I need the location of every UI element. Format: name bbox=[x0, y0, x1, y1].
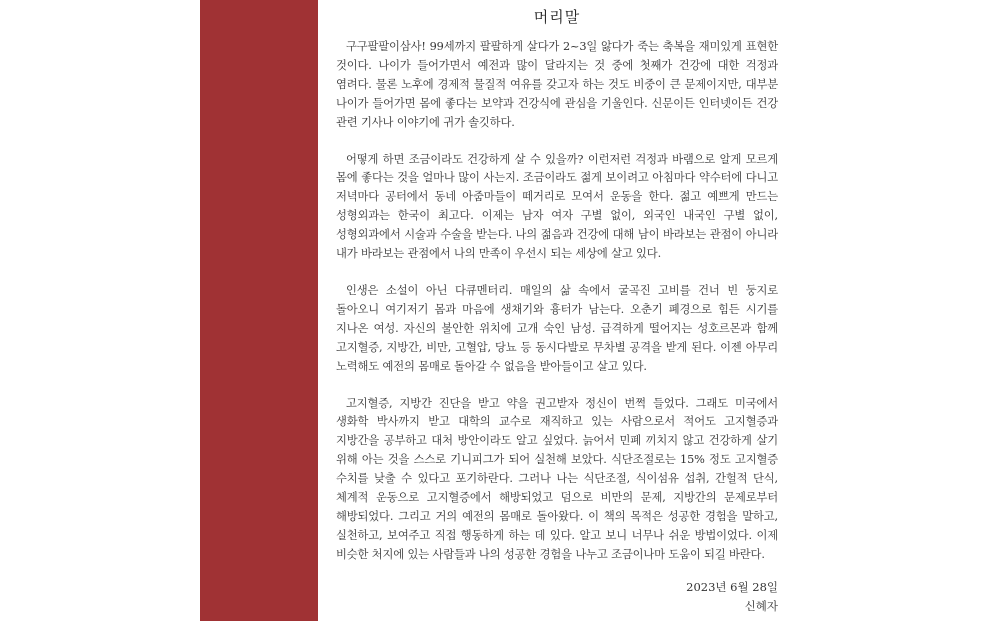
preface-body bbox=[336, 38, 778, 583]
paragraph-4: 고지혈증, 지방간 진단을 받고 약을 권고받자 정신이 번쩍 들었다. 그래도 미국에서 생화학 박사까지 받고 대학의 교수로 재직하고 있는 사람으로서 적어도 고지혈증과 지방간을 공부하고 대처 방안이라도 알고 싶었다. 늙어서 민폐 끼치지 않고 건강하게 살기 위해 아는 것을 스스로 기니피그가 되어 실천해 보았다. 식단조절로는 15% 정도 고지혈증 수치를 낮출 수 있다고 포기하란다. 그러나 나는 식단조절, 식이섬유 섭취, 간헐적 단식, 체계적 운동으로 고지혈증에서 해방되었고 덤으로 비만의 문제, 지방간의 문제로부터 해방되었다. 그리고 거의 예전의 몸매로 돌아왔다. 이 책의 목적은 성공한 경험을 말하고, 실천하고, 보여주고 직접 행동하게 하는 데 있다. 알고 보니 너무나 쉬운 방법이었다. 이제 비슷한 처지에 있는 사람들과 나의 성공한 경험을 나누고 조금이나마 도움이 되길 바란다. bbox=[336, 396, 778, 561]
signoff bbox=[686, 578, 778, 616]
decorative-side-band bbox=[200, 0, 318, 621]
page-title: 머리말 bbox=[533, 8, 581, 26]
paragraph-2: 어떻게 하면 조금이라도 건강하게 살 수 있을까? 이런저런 걱정과 바램으로 알게 모르게 몸에 좋다는 것을 얼마나 많이 사는지. 조금이라도 젊게 보이려고 아침마다 약수터에 다니고 저녁마다 공터에서 동네 아줌마들이 떼거리로 모여서 운동을 한다. 젊고 예쁘게 만드는 성형외과는 한국이 최고다. 이제는 남자 여자 구별 없이, 외국인 내국인 구별 없이, 성형외과에서 시술과 수술을 받는다. 나의 젊음과 건강에 대해 남이 바라보는 관점이 아니라 내가 바라보는 관점에서 나의 만족이 우선시 되는 세상에 살고 있다. bbox=[336, 152, 778, 261]
author-name: 신혜자 bbox=[744, 599, 778, 613]
paragraph-3: 인생은 소설이 아닌 다큐멘터리. 매일의 삶 속에서 굴곡진 고비를 건너 빈 둥지로 돌아오니 여기저기 몸과 마음에 생채기와 흉터가 남는다. 오춘기 폐경으로 힘든 시기를 지나온 여성. 자신의 불안한 위치에 고개 숙인 남성. 급격하게 떨어지는 성호르몬과 함께 고지혈증, 지방간, 비만, 고혈압, 당뇨 등 동시다발로 무차별 공격을 받게 된다. 이젠 아무리 노력해도 예전의 몸매로 돌아갈 수 없음을 받아들이고 살고 있다. bbox=[336, 283, 778, 373]
date: 2023년 6월 28일 bbox=[686, 580, 778, 594]
paragraph-1: 구구팔팔이삼사! 99세까지 팔팔하게 살다가 2~3일 앓다가 죽는 축복을 재미있게 표현한 것이다. 나이가 들어가면서 예전과 많이 달라지는 것 중에 첫째가 건강에 대한 걱정과 염려다. 물론 노후에 경제적 물질적 여유를 갖고자 하는 것도 비중이 큰 문제이지만, 대부분 나이가 들어가면 몸에 좋다는 보약과 건강식에 관심을 기울인다. 신문이든 인터넷이든 건강 관련 기사나 이야기에 귀가 솔깃하다. bbox=[336, 40, 778, 129]
preface-page bbox=[336, 0, 778, 621]
